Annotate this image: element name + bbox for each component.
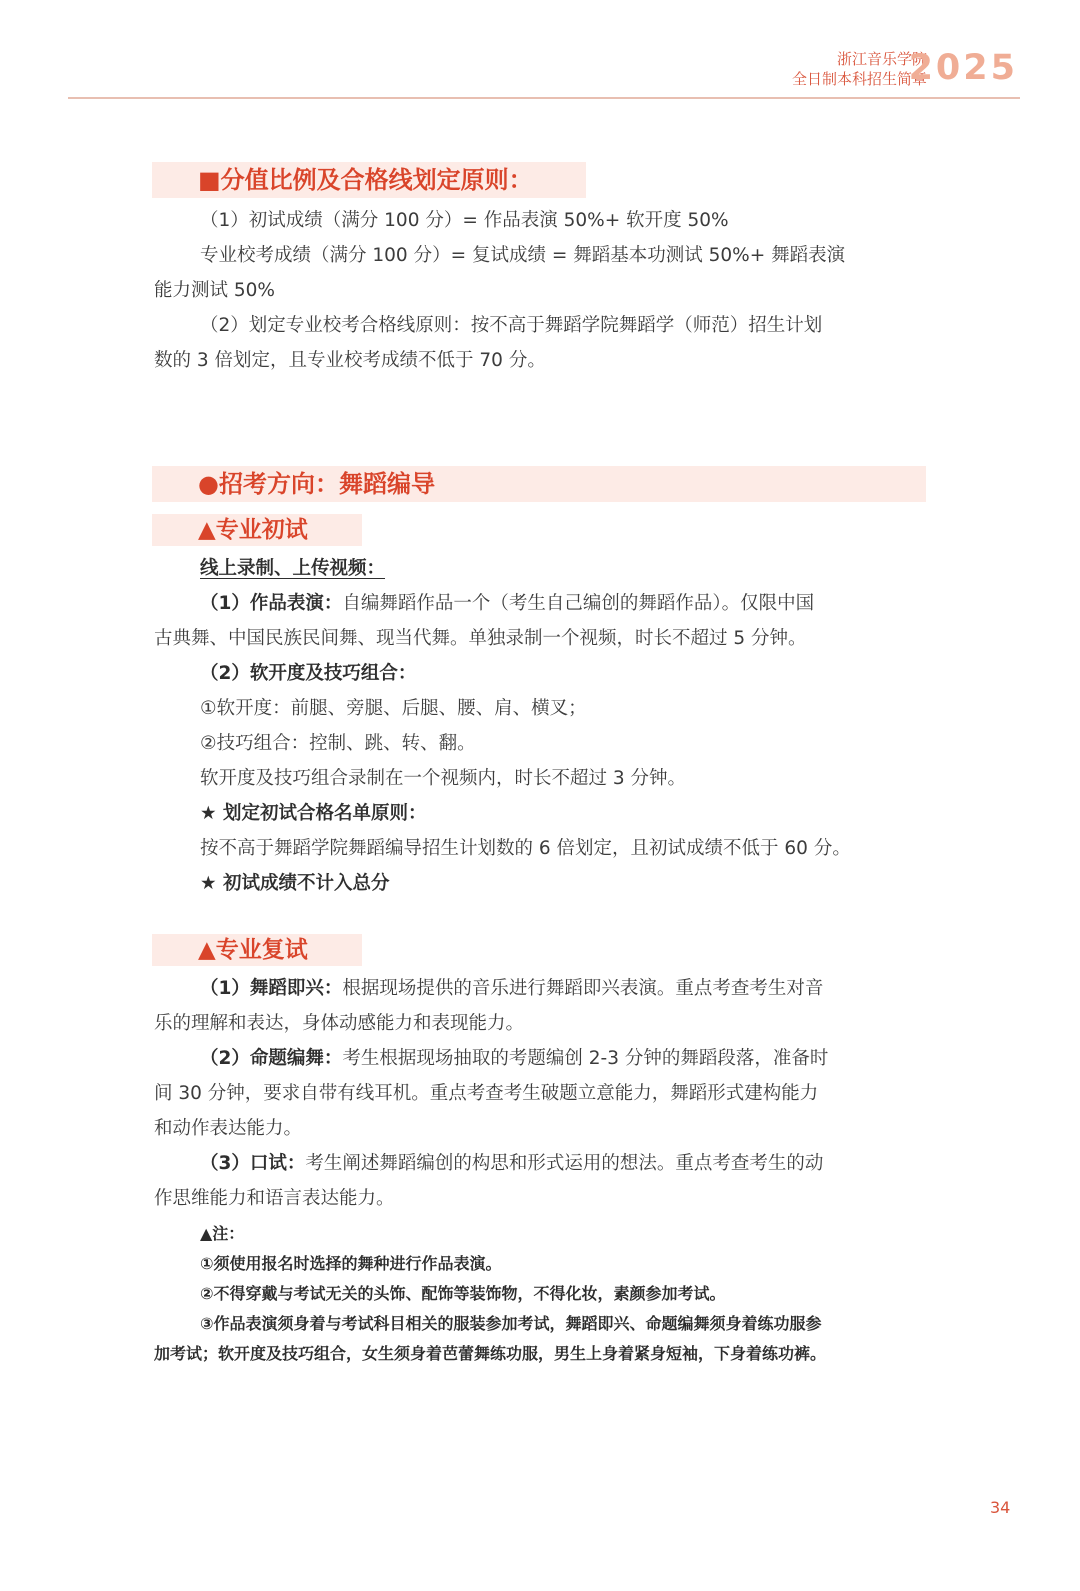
section2-title: ●招考方向：舞蹈编导: [198, 470, 435, 498]
retest-item2-text: 考生根据现场抽取的考题编创 2-3 分钟的舞蹈段落，准备时: [342, 1048, 829, 1069]
prelim-item1-text: 自编舞蹈作品一个（考生自己编创的舞蹈作品）。仅限中国: [342, 593, 815, 614]
prelim-item2-label: （2）软开度及技巧组合：: [200, 663, 417, 684]
section1-title: ■分值比例及合格线划定原则：: [198, 166, 533, 194]
note-3: ③作品表演须身着与考试科目相关的服装参加考试，舞蹈即兴、命题编舞须身着练功服参: [200, 1314, 822, 1333]
section1-line-4: （2）划定专业校考合格线原则：按不高于舞蹈学院舞蹈学（师范）招生计划: [200, 315, 823, 336]
prelim-star2: ★ 初试成绩不计入总分: [200, 873, 390, 894]
prelim-star1: ★ 划定初试合格名单原则：: [200, 803, 427, 824]
prelim-item2-c: 软开度及技巧组合录制在一个视频内，时长不超过 3 分钟。: [200, 768, 687, 789]
prelim-item2-b: ②技巧组合：控制、跳、转、翻。: [200, 733, 476, 754]
prelim-item1-label: （1）作品表演：: [200, 593, 343, 614]
retest-item3-label: （3）口试：: [200, 1153, 306, 1174]
header-divider: [68, 97, 1020, 99]
prelim-star1-text: 按不高于舞蹈学院舞蹈编导招生计划数的 6 倍划定，且初试成绩不低于 60 分。: [200, 838, 851, 859]
header-school-name: 浙江音乐学院: [836, 50, 927, 68]
section1-line-5: 数的 3 倍划定，且专业校考成绩不低于 70 分。: [154, 350, 546, 371]
retest-item2-cont2: 和动作表达能力。: [154, 1118, 303, 1139]
retest-item2-label: （2）命题编舞：: [200, 1048, 343, 1069]
note-2: ②不得穿戴与考试无关的头饰、配饰等装饰物，不得化妆，素颜参加考试。: [200, 1284, 726, 1303]
prelim-item1: [200, 586, 944, 621]
section1-line-3: 能力测试 50%: [154, 280, 276, 301]
section1-line-2: 专业校考成绩（满分 100 分）= 复试成绩 = 舞蹈基本功测试 50%+ 舞蹈表演: [200, 245, 846, 266]
section1-line-1: （1）初试成绩（满分 100 分）= 作品表演 50%+ 软开度 50%: [200, 210, 729, 231]
page-number: 34: [990, 1498, 1011, 1517]
note-1: ①须使用报名时选择的舞种进行作品表演。: [200, 1254, 502, 1273]
prelim-item2-a: ①软开度：前腿、旁腿、后腿、腰、肩、横叉；: [200, 698, 587, 719]
note-3-cont: 加考试；软开度及技巧组合，女生须身着芭蕾舞练功服，男生上身着紧身短袖，下身着练功裤。: [154, 1344, 827, 1363]
header-subtitle: 全日制本科招生简章: [791, 70, 927, 88]
retest-item1-cont: 乐的理解和表达，身体动感能力和表现能力。: [154, 1013, 525, 1034]
notes-title: ▲注：: [200, 1224, 245, 1243]
retest-item1-text: 根据现场提供的音乐进行舞蹈即兴表演。重点考查考生对音: [342, 978, 824, 999]
retest-item1-label: （1）舞蹈即兴：: [200, 978, 343, 999]
header-year: 2025: [908, 48, 1018, 88]
retest-item2: [200, 1041, 944, 1076]
retest-item3-cont: 作思维能力和语言表达能力。: [154, 1188, 395, 1209]
retest-item3: [200, 1146, 944, 1181]
prelim-online-label: 线上录制、上传视频：: [200, 558, 386, 579]
retest-item2-cont1: 间 30 分钟，要求自带有线耳机。重点考查考生破题立意能力，舞蹈形式建构能力: [154, 1083, 819, 1104]
retest-title: ▲专业复试: [198, 937, 308, 963]
prelim-item1-cont: 古典舞、中国民族民间舞、现当代舞。单独录制一个视频，时长不超过 5 分钟。: [154, 628, 807, 649]
retest-item1: [200, 971, 944, 1006]
prelim-title: ▲专业初试: [198, 517, 308, 543]
retest-item3-text: 考生阐述舞蹈编创的构思和形式运用的想法。重点考查考生的动: [305, 1153, 824, 1174]
